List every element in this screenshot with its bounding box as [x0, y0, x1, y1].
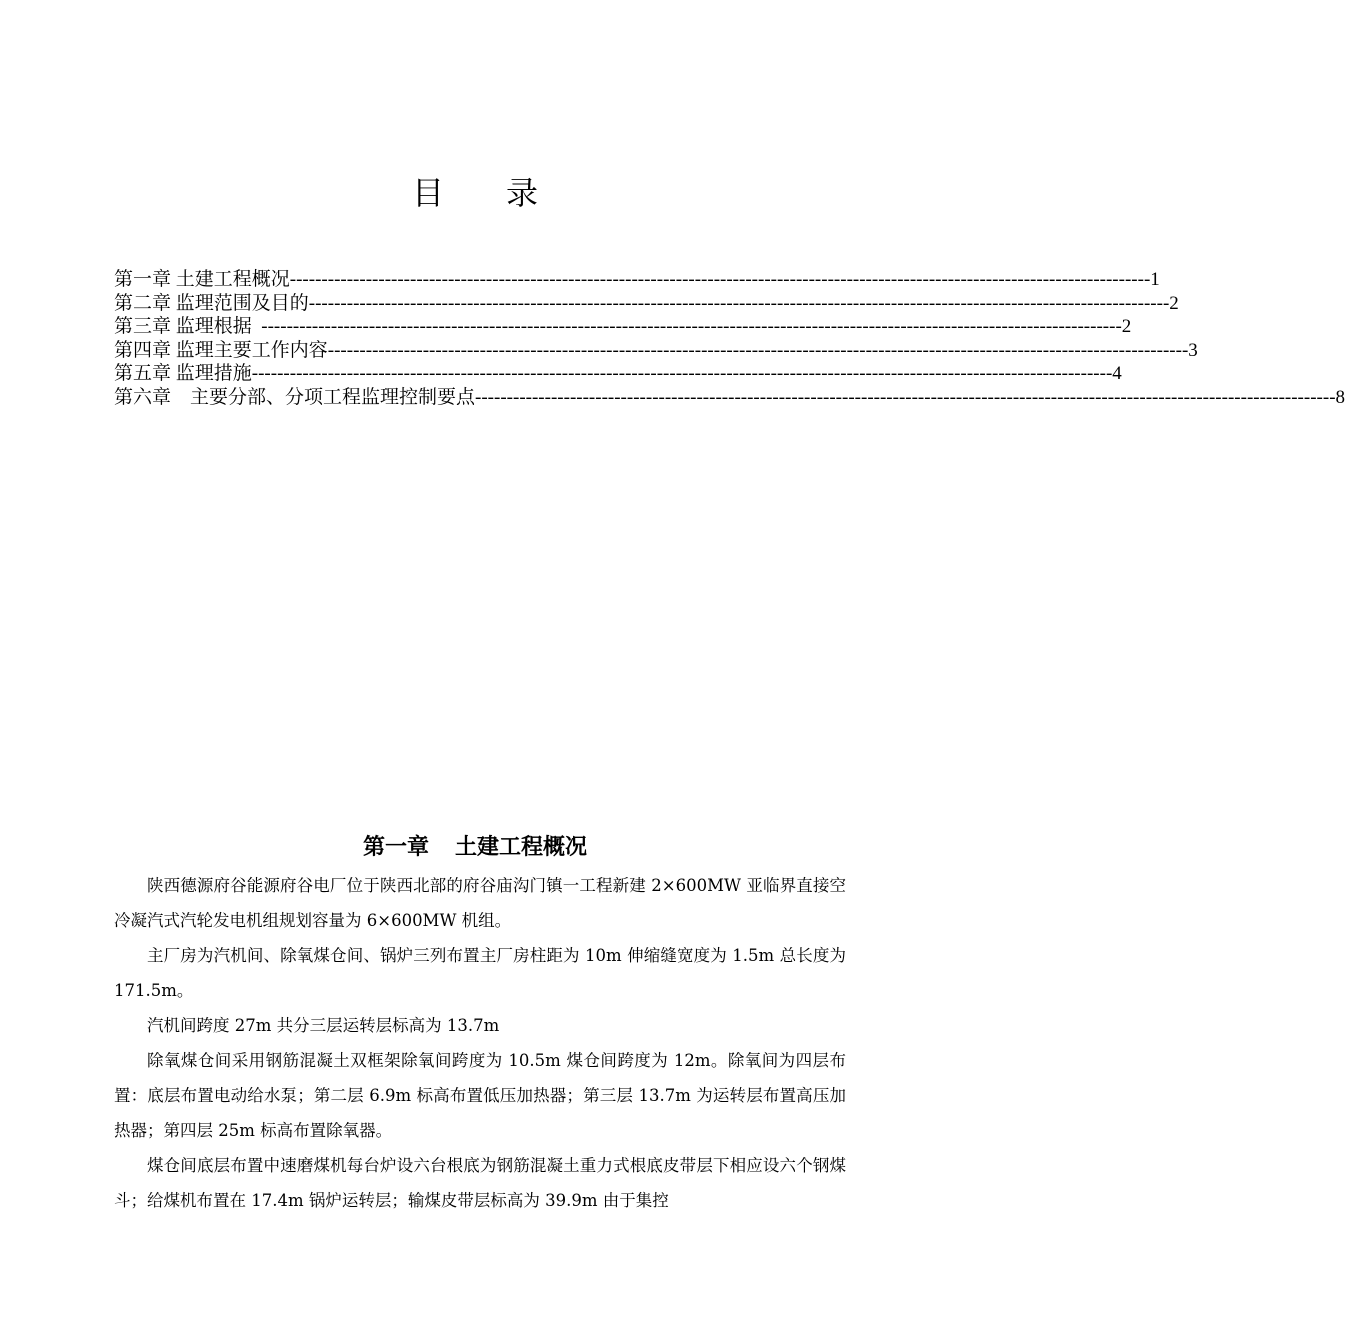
toc-entry[interactable] [114, 264, 1160, 290]
toc-chapter: 第三章 [114, 316, 172, 337]
toc-entry-title: 土建工程概况 [175, 269, 290, 290]
toc-leader: ---------------------------------------------------------------------------------------------------------------------------------------- [251, 363, 1113, 384]
toc-entry[interactable] [114, 288, 1179, 314]
toc-entry[interactable] [114, 311, 1132, 337]
body-paragraph: 除氧煤仓间采用钢筋混凝土双框架除氧间跨度为 10.5m 煤仓间跨度为 12m。除氧间为四层布置：底层布置电动给水泵；第二层 6.9m 标高布置低压加热器；第三层 13.7m 为运转层布置高压加热器；第四层 25m 标高布置除氧器。 [114, 1051, 846, 1140]
toc-entry-title: 监理主要工作内容 [175, 339, 328, 361]
toc-page-number: 8 [1335, 386, 1345, 408]
toc-entry[interactable] [114, 358, 1122, 384]
table-of-contents [114, 264, 1345, 408]
toc-page-number: 2 [1121, 316, 1132, 337]
toc-leader: ---------------------------------------------------------------------------------------------------------------------------------------- [475, 386, 1336, 408]
toc-leader: ---------------------------------------------------------------------------------------------------------------------------------------- [327, 339, 1189, 361]
toc-entry[interactable] [114, 382, 1345, 408]
toc-title-left: 目 [411, 174, 444, 212]
toc-entry-title: 监理根据 [175, 316, 257, 337]
toc-chapter: 第二章 [114, 292, 172, 314]
toc-page-number: 3 [1188, 339, 1198, 361]
chapter-number: 第一章 [362, 835, 429, 860]
body-paragraph: 煤仓间底层布置中速磨煤机每台炉设六台根底为钢筋混凝土重力式根底皮带层下相应设六个钢煤斗；给煤机布置在 17.4m 锅炉运转层；输煤皮带层标高为 39.9m 由于集控 [114, 1156, 846, 1210]
toc-chapter: 第六章 [114, 386, 172, 408]
toc-leader: ---------------------------------------------------------------------------------------------------------------------------------------- [289, 269, 1151, 290]
body-paragraph: 陕西德源府谷能源府谷电厂位于陕西北部的府谷庙沟门镇一工程新建 2×600MW 亚临界直接空冷凝汽式汽轮发电机组规划容量为 6×600MW 机组。 [114, 876, 846, 930]
toc-entry-title: 监理范围及目的 [175, 292, 309, 314]
chapter-body [114, 868, 846, 1218]
chapter-heading [0, 830, 950, 861]
toc-leader: ---------------------------------------------------------------------------------------------------------------------------------------- [308, 292, 1170, 314]
toc-title [0, 168, 950, 214]
body-paragraph: 主厂房为汽机间、除氧煤仓间、锅炉三列布置主厂房柱距为 10m 伸缩缝宽度为 1.5m 总长度为 171.5m。 [114, 946, 846, 1000]
toc-entry[interactable] [114, 335, 1198, 361]
toc-entry-title: 主要分部、分项工程监理控制要点 [190, 386, 476, 408]
chapter-title: 土建工程概况 [455, 835, 588, 860]
toc-page-number: 4 [1112, 363, 1122, 384]
toc-leader: ---------------------------------------------------------------------------------------------------------------------------------------- [261, 316, 1122, 337]
body-paragraph: 汽机间跨度 27m 共分三层运转层标高为 13.7m [147, 1016, 500, 1035]
toc-title-right: 录 [506, 174, 539, 212]
toc-entry-title: 监理措施 [175, 363, 252, 384]
toc-page-number: 2 [1169, 292, 1179, 314]
toc-chapter: 第五章 [114, 363, 172, 384]
toc-chapter: 第一章 [114, 269, 172, 290]
toc-page-number: 1 [1150, 269, 1160, 290]
toc-chapter: 第四章 [114, 339, 172, 361]
